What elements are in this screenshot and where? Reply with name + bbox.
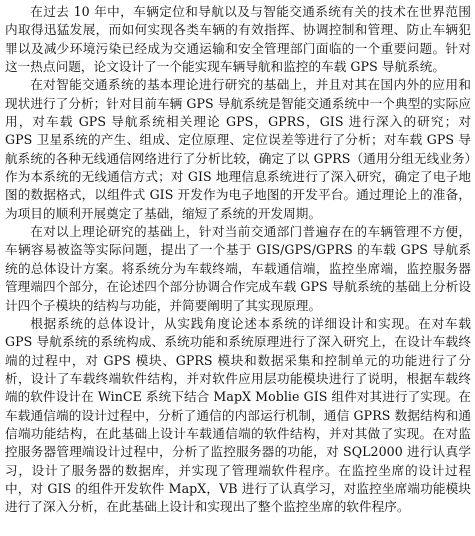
paragraph-1: 在过去 10 年中，车辆定位和导航以及与智能交通系统有关的技术在世界范围内取得迅猛发展，而如何实现各类车辆的有效指挥、协调控制和管理、防止车辆犯罪以及减少环境污染已经成为交通运输和安全管理部门面临的一个重要问题。针对这一热点问题，论文设计了一个能实现车辆导航和监控的车载 GPS 导航系统。 (5, 4, 471, 75)
paragraph-3: 在对以上理论研究的基础上，针对当前交通部门普遍存在的车辆管理不方便，车辆容易被盗等实际问题，提出了一个基于 GIS/GPS/GPRS 的车载 GPS 导航系统的总体设计方案。将系统分为车载终端，车载通信端，监控坐席端，监控服务器管理端四个部分，在论述四个部分协调合作完成车载 GPS 导航系统的基础上分析设计四个子模块的结构与功能，并简要阐明了其实现原理。 (5, 224, 471, 313)
paragraph-4: 根据系统的总体设计，从实践角度论述本系统的详细设计和实现。在对车载 GPS 导航系统的系统构成、系统功能和系统原理进行了深入研究上，在设计车载终端的过程中，对 GPS 模块、GPRS 模块和数据采集和控制单元的功能进行了分析，设计了车载终端软件结构，并对软件应用层功能模块进行了说明，根据车载终端的软件设计在 WinCE 系统下结合 MapX Moblie GIS 组件对其进行了实现。在车载通信端的设计过程中，分析了通信的内部运行机制，通信 GPRS 数据结构和通信端功能结构，在此基础上设计车载通信端的软件结构，并对其做了实现。在对监控服务器管理端设计过程中，分析了监控服务器的功能，对 SQL2000 进行认真学习，设计了服务器的数据库，并实现了管理端软件程序。在监控坐席的设计过程中，对 GIS 的组件开发软件 MapX，VB 进行了认真学习，对监控坐席端功能模块进行了深入分析，在此基础上设计和实现出了整个监控坐席的软件程序。 (5, 315, 471, 515)
paragraph-2: 在对智能交通系统的基本理论进行研究的基础上，并且对其在国内外的应用和现状进行了分析；针对目前车辆 GPS 导航系统是智能交通系统中一个典型的实际应用，对车载 GPS 导航系统相关理论 GPS，GPRS，GIS 进行深入的研究；对 GPS 卫星系统的产生、组成、定位原理、定位误差等进行了分析；对车载 GPS 导航系统的各种无线通信网络进行了分析比较，确定了以 GPRS（通用分组无线业务）作为本系统的无线通信方式；对 GIS 地理信息系统进行了深入研究，确定了电子地图的数据格式，以组件式 GIS 开发作为电子地图的开发平台。通过理论上的准备，为项目的顺利开展奠定了基础，缩短了系统的开发周期。 (5, 77, 471, 221)
